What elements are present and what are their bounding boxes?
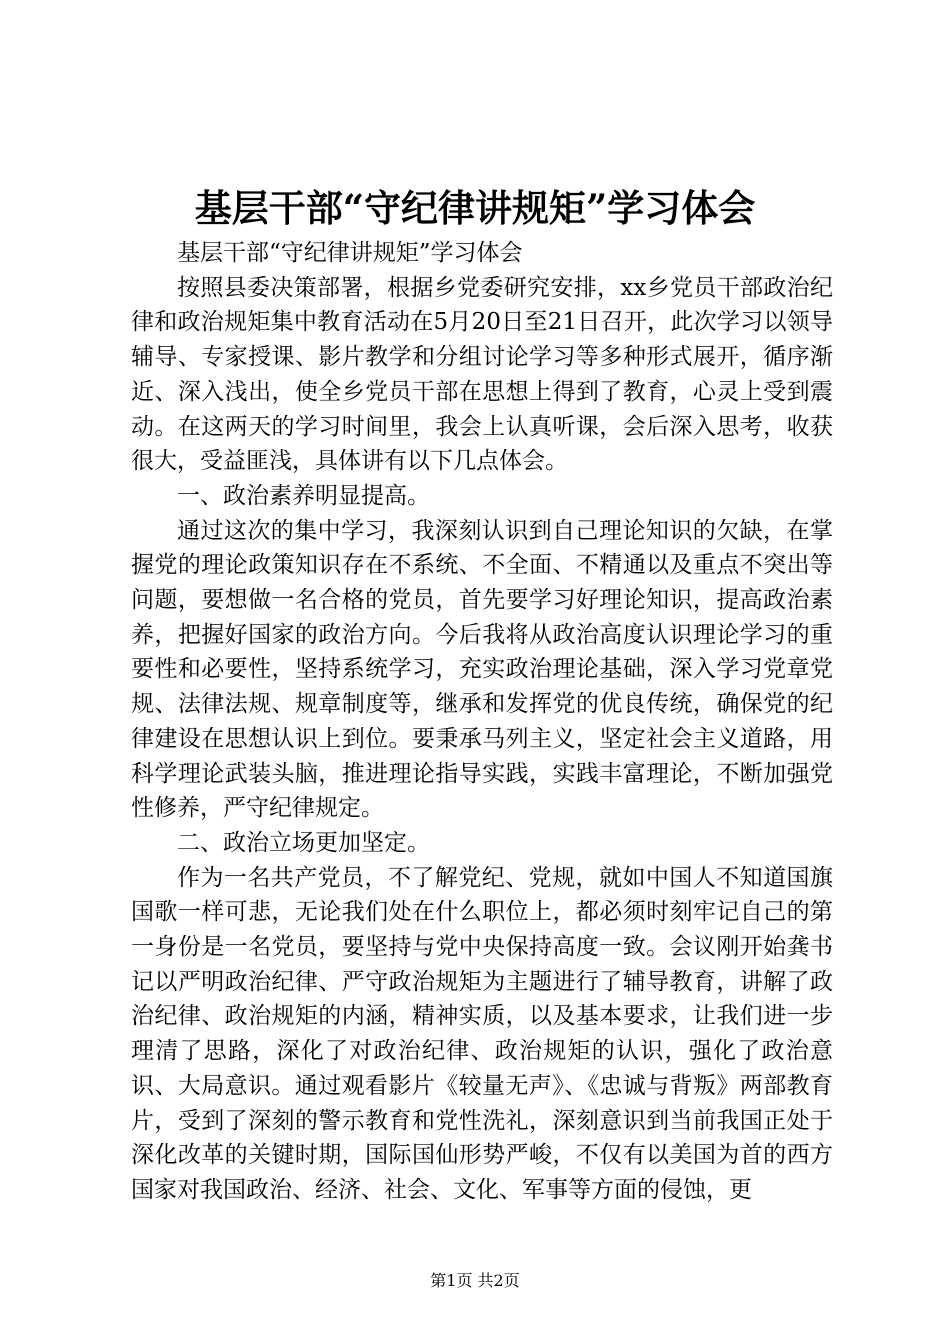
page-footer: 第1页 共2页 bbox=[430, 1271, 520, 1290]
document-title: 基层干部“守纪律讲规矩”学习体会 bbox=[194, 186, 756, 230]
section-1-paragraph: 通过这次的集中学习，我深刻认识到自己理论知识的欠缺，在掌握党的理论政策知识存在不系统、不全面、不精通以及重点不突出等问题，要想做一名合格的党员，首先要学习好理论知识，提高政治素养，把握好国家的政治方向。今后我将从政治高度认识理论学习的重要性和必要性，坚持系统学习，充实政治理论基础，深入学习党章党规、法律法规、规章制度等，继承和发挥党的优良传统，确保党的纪律建设在思想认识上到位。要秉承马列主义，坚定社会主义道路，用科学理论武装头脑，推进理论指导实践，实践丰富理论，不断加强党性修养，严守纪律规定。 bbox=[131, 517, 833, 822]
section-heading-2: 二、政治立场更加坚定。 bbox=[177, 829, 430, 856]
subtitle-paragraph: 基层干部“守纪律讲规矩”学习体会 bbox=[177, 240, 523, 266]
section-heading-1: 一、政治素养明显提高。 bbox=[177, 482, 430, 509]
intro-paragraph: 按照县委决策部署，根据乡党委研究安排，xx乡党员干部政治纪律和政治规矩集中教育活动在5月20日至21日召开，此次学习以领导辅导、专家授课、影片教学和分组讨论学习等多种形式展开，循序渐近、深入浅出，使全乡党员干部在思想上得到了教育，心灵上受到震动。在这两天的学习时间里，我会上认真听课，会后深入思考，收获很大，受益匪浅，具体讲有以下几点体会。 bbox=[131, 274, 833, 475]
section-2-paragraph: 作为一名共产党员，不了解党纪、党规，就如中国人不知道国旗国歌一样可悲，无论我们处在什么职位上，都必须时刻牢记自己的第一身份是一名党员，要坚持与党中央保持高度一致。会议刚开始龚书记以严明政治纪律、严守政治规矩为主题进行了辅导教育，讲解了政治纪律、政治规矩的内涵，精神实质，以及基本要求，让我们进一步理清了思路，深化了对政治纪律、政治规矩的认识，强化了政治意识、大局意识。通过观看影片《较量无声》、《忠诚与背叛》两部教育片，受到了深刻的警示教育和党性洗礼，深刻意识到当前我国正处于深化改革的关键时期，国际国仙形势严峻，不仅有以美国为首的西方国家对我国政治、经济、社会、文化、军事等方面的侵蚀，更 bbox=[131, 864, 833, 1203]
document-body bbox=[131, 236, 833, 1208]
